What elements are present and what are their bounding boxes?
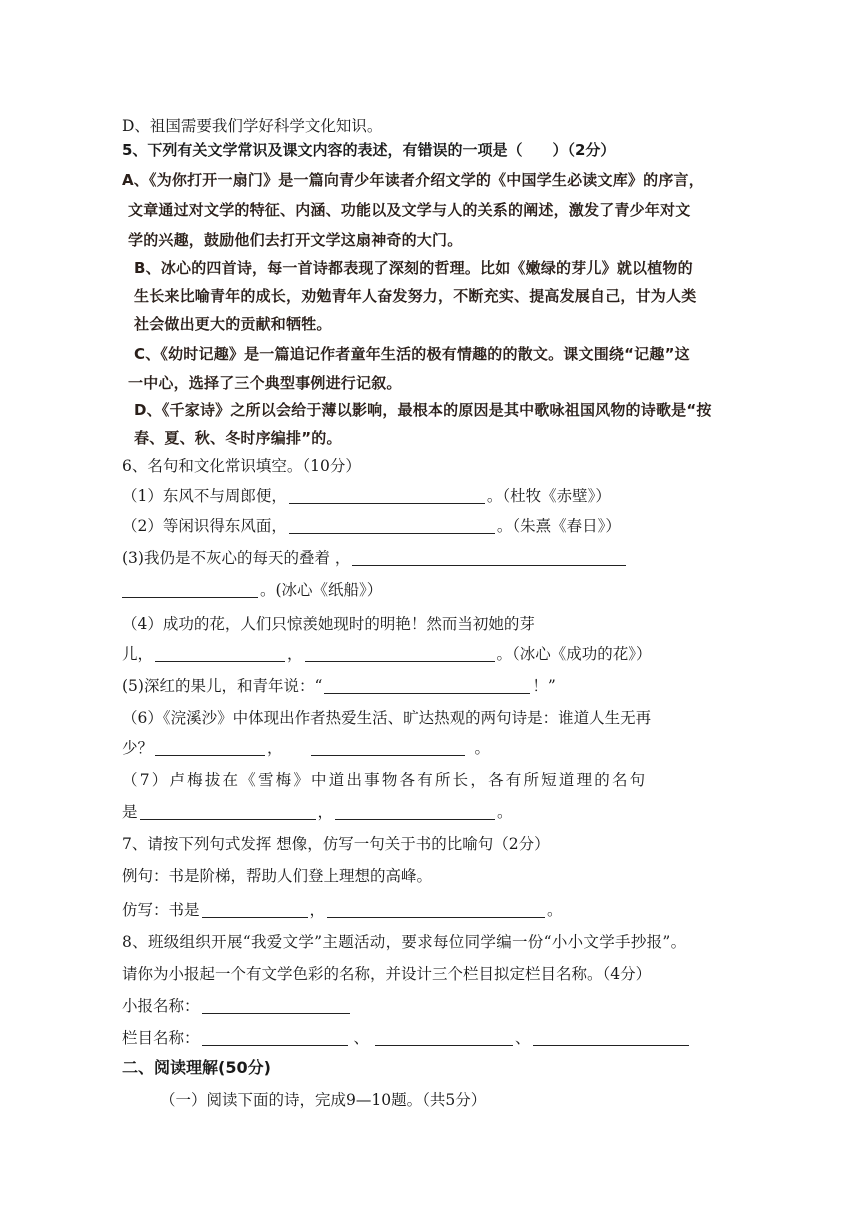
- q7-imitate-prefix: 仿写：书是: [122, 901, 200, 919]
- q6-item7-sep: ，: [317, 803, 334, 821]
- q6-item4-blank2[interactable]: [305, 646, 495, 662]
- q7-imitate: [122, 900, 563, 920]
- q5-stem: 5、下列有关文学常识及课文内容的表述，有错误的一项是（ ）（2分）: [122, 141, 616, 159]
- q8-column-label: 栏目名称：: [122, 1029, 200, 1047]
- q5-option-d-line1: D、《千家诗》之所以会给于薄以影响，最根本的原因是其中歌咏祖国风物的诗歌是“按: [134, 401, 712, 419]
- q5-option-c-line2: 一中心，选择了三个典型事例进行记叙。: [128, 374, 402, 392]
- q6-item6: （6）《浣溪沙》中体现出作者热爱生活、旷达热观的两句诗是：谁道人生无再: [122, 709, 652, 727]
- q6-item4-blank1[interactable]: [155, 646, 285, 662]
- q7-imitate-blank1[interactable]: [202, 902, 308, 918]
- q6-item6-blank1[interactable]: [155, 740, 265, 756]
- q6-item4-line2: [122, 644, 652, 664]
- q6-stem: 6、名句和文化常识填空。（10分）: [122, 457, 361, 475]
- q6-item7-blank2[interactable]: [335, 804, 495, 820]
- q6-item7-prefix: 是: [122, 803, 138, 821]
- q8-column-blank1[interactable]: [202, 1030, 348, 1046]
- section2-title: 二、阅读理解(50分): [122, 1058, 271, 1077]
- q8-column-blank2[interactable]: [375, 1030, 513, 1046]
- q6-item5-prefix: (5)深红的果儿，和青年说：“: [122, 677, 323, 695]
- q8-column-blank3[interactable]: [533, 1030, 689, 1046]
- q6-item6-line2: [122, 738, 490, 758]
- q8-name-blank[interactable]: [202, 998, 350, 1014]
- q5-option-b-line3: 社会做出更大的贡献和牺牲。: [134, 315, 332, 333]
- q6-item7: （7）卢梅拔在《雪梅》中道出事物各有所长，各有所短道理的名句: [122, 771, 648, 789]
- q6-item3-blank-line2[interactable]: [122, 582, 258, 598]
- q4-option-d: D、祖国需要我们学好科学文化知识。: [122, 117, 383, 135]
- q7-imitate-suffix: 。: [547, 901, 563, 919]
- q6-item4-sep: ，: [287, 645, 303, 663]
- q6-item2-blank[interactable]: [289, 518, 495, 534]
- q6-item3-source: 。(冰心《纸船》）: [260, 581, 383, 599]
- q6-item7-blank1[interactable]: [140, 804, 316, 820]
- q8-column-sep1: 、: [353, 1029, 370, 1047]
- q5-option-a-line2: 文章通过对文学的特征、内涵、功能以及文学与人的关系的阐述，激发了青少年对文: [128, 201, 691, 219]
- q6-item2: [122, 516, 621, 536]
- q7-example: 例句：书是阶梯，帮助人们登上理想的高峰。: [122, 867, 433, 885]
- q5-option-b-line1: B、冰心的四首诗，每一首诗都表现了深刻的哲理。比如《嫩绿的芽儿》就以植物的: [134, 259, 693, 277]
- q8-stem2: 请你为小报起一个有文学色彩的名称，并设计三个栏目拟定栏目名称。（4分）: [122, 965, 652, 983]
- q7-imitate-sep: ，: [309, 901, 326, 919]
- q6-item1: [122, 486, 611, 506]
- q6-item4-source: 。（冰心《成功的花》）: [496, 645, 652, 663]
- q7-stem: 7、请按下列句式发挥 想像，仿写一句关于书的比喻句（2分）: [122, 835, 550, 853]
- q6-item3: [122, 548, 628, 568]
- q7-imitate-blank2[interactable]: [327, 902, 545, 918]
- q8-column-sep2: 、: [515, 1029, 531, 1047]
- q5-option-b-line2: 生长来比喻青年的成长，劝勉青年人奋发努力，不断充实、提高发展自己，甘为人类: [134, 287, 697, 305]
- q6-item4: （4）成功的花，人们只惊羡她现时的明艳！然而当初她的芽: [122, 615, 535, 633]
- q6-item5: [122, 676, 556, 696]
- q8-stem: 8、班级组织开展“我爱文学”主题活动，要求每位同学编一份“小小文学手抄报”。: [122, 933, 687, 951]
- q6-item4-prefix: 儿，: [122, 645, 154, 663]
- q5-option-c-line1: C、《幼时记趣》是一篇追记作者童年生活的极有情趣的的散文。课文围绕“记趣”这: [134, 345, 690, 363]
- q8-name: [122, 996, 352, 1016]
- q6-item6-blank2[interactable]: [311, 740, 465, 756]
- q6-item3-blank-line1[interactable]: [352, 550, 626, 566]
- q8-columns: [122, 1028, 691, 1048]
- q6-item7-suffix: 。: [497, 803, 513, 821]
- q6-item7-line2: [122, 802, 513, 822]
- q8-name-label: 小报名称：: [122, 997, 200, 1015]
- q6-item6-suffix: 。: [474, 739, 491, 757]
- section2-part1: （一）阅读下面的诗，完成9—10题。（共5分）: [160, 1091, 487, 1109]
- q6-item5-blank[interactable]: [324, 678, 530, 694]
- q6-item5-suffix: ！”: [532, 677, 556, 695]
- q6-item1-prefix: （1）东风不与周郎便，: [122, 487, 287, 505]
- q6-item6-prefix: 少？: [122, 739, 154, 757]
- q6-item3-prefix: (3)我仍是不灰心的每天的叠着 ，: [122, 549, 351, 567]
- q6-item6-sep: ，: [267, 739, 283, 757]
- q5-option-d-line2: 春、夏、秋、冬时序编排”的。: [134, 429, 342, 447]
- q5-option-a-line3: 学的兴趣，鼓励他们去打开文学这扇神奇的大门。: [128, 231, 463, 249]
- q6-item2-prefix: （2）等闲识得东风面，: [122, 517, 287, 535]
- q5-option-a-line1: A、《为你打开一扇门》是一篇向青少年读者介绍文学的《中国学生必读文库》的序言，: [122, 171, 704, 189]
- q6-item2-source: 。（朱熹《春日》）: [496, 517, 621, 535]
- q6-item3-line2: [122, 580, 382, 600]
- q6-item1-source: 。（杜牧《赤壁》）: [486, 487, 611, 505]
- q6-item1-blank[interactable]: [289, 488, 485, 504]
